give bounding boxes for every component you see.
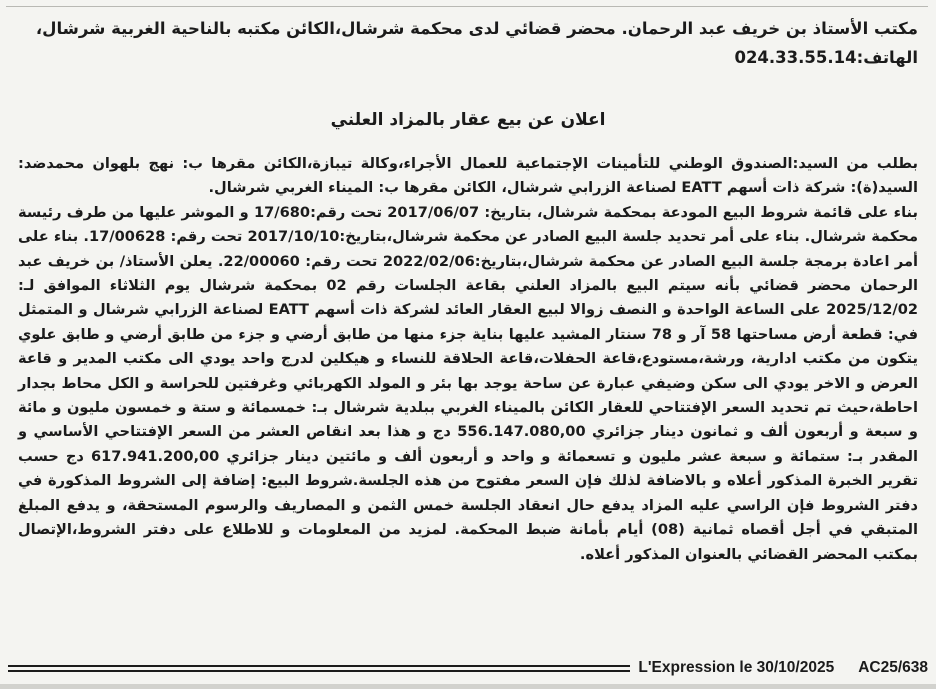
sale-details-paragraph: بناء على قائمة شروط البيع المودعة بمحكمة شرشال، بتاريخ: 2017/06/07 تحت رقم:17/680 و الموشر عليها من طرف رئيسة محكمة شرشال. بناء على أمر تحديد جلسة البيع الصادر عن محكمة شرشال،بتاريخ:2017/10/10 تحت رقم: 17/00628. بناء على أمر اعادة برمجة جلسة البيع الصادر عن محكمة شرشال،بتاريخ:2022/02/06 تحت رقم: 22/00060. يعلن الأستاذ/ بن خريف عبد الرحمان محضر قضائي بأنه سيتم البيع بالمزاد العلني بقاعة الجلسات رقم 02 بمحكمة شرشال يوم الثلاثاء الموافق لـ: 2025/12/02 على الساعة الواحدة و النصف زوالا لبيع العقار العائد لشركة ذات أسهم EATT لصناعة الزرابي شرشال و المتمثل في: قطعة أرض مساحتها 58 آر و 78 سنتار المشيد عليها بناية جزء منها من طابق أرضي و جزء من طابق أرضي و طابق علوي يتكون من مكتب ادارية، ورشة،مستودع،قاعة الحفلات،قاعة الحلاقة للنساء و هيكلين لدرج واحد يودي الى مكتب المدير و قاعة العرض و الاخر يودي الى سكن وضيفي عبارة عن ساحة يوجد بها بئر و المولد الكهربائي وغرفتين للحراسة و الكل محاط بجدار احاطة،حيث تم تحديد السعر الإفتتاحي للعقار الكائن بالميناء الغربي ببلدية شرشال بـ: خمسمائة و ستة و خمسون مليون و مائة و سبعة و أربعون ألف و ثمانون دينار جزائري 556.147.080,00 دج و هذا بعد انقاص العشر من السعر الإفتتاحي الأساسي و المقدر بـ: ستمائة و سبعة عشر مليون و تسعمائة و واحد و أربعون ألف و مائتين دينار جزائري 617.941.200,00 دج حسب تقرير الخبرة المذكور أعلاه و بالاضافة لذلك فإن السعر مفتوح من هذه الجلسة.شروط البيع: إضافة إلى الشروط المذكورة في دفتر الشروط فإن الراسي عليه المزاد يدفع حال انعقاد الجلسة خمس الثمن و المصاريف والرسوم المستحقة، و يدفع المبلغ المتبقي في أجل أقصاه ثمانية (08) أيام بأمانة ضبط المحكمة. لمزيد من المعلومات و للاطلاع على دفتر الشروط،الإتصال بمكتب المحضر القضائي بالعنوان المذكور أعلاه. [18, 203, 919, 563]
office-header [18, 14, 918, 72]
page-edge [0, 684, 936, 689]
announcement-body [18, 152, 918, 567]
publication-footer [8, 656, 928, 680]
footer-rule [8, 665, 630, 672]
publication-name-date: L'Expression le 30/10/2025 [638, 659, 835, 676]
announcement-reference: AC25/638 [858, 659, 928, 676]
requester-paragraph: بطلب من السيد:الصندوق الوطني للتأمينات الإجتماعية للعمال الأجراء،وكالة تيبازة،الكائن مقرها ب: نهج بلهوان محمدضد: السيد(ة): شركة ذات أسهم EATT لصناعة الزرابي شرشال، الكائن مقرها ب: الميناء الغربي شرشال. [18, 155, 918, 197]
announcement-title: اعلان عن بيع عقار بالمزاد العلني [330, 110, 606, 130]
office-phone: الهاتف:024.33.55.14 [734, 48, 918, 67]
office-address-line: مكتب الأستاذ بن خريف عبد الرحمان. محضر قضائي لدى محكمة شرشال،الكائن مكتبه بالناحية الغربية شرشال، [35, 19, 918, 38]
